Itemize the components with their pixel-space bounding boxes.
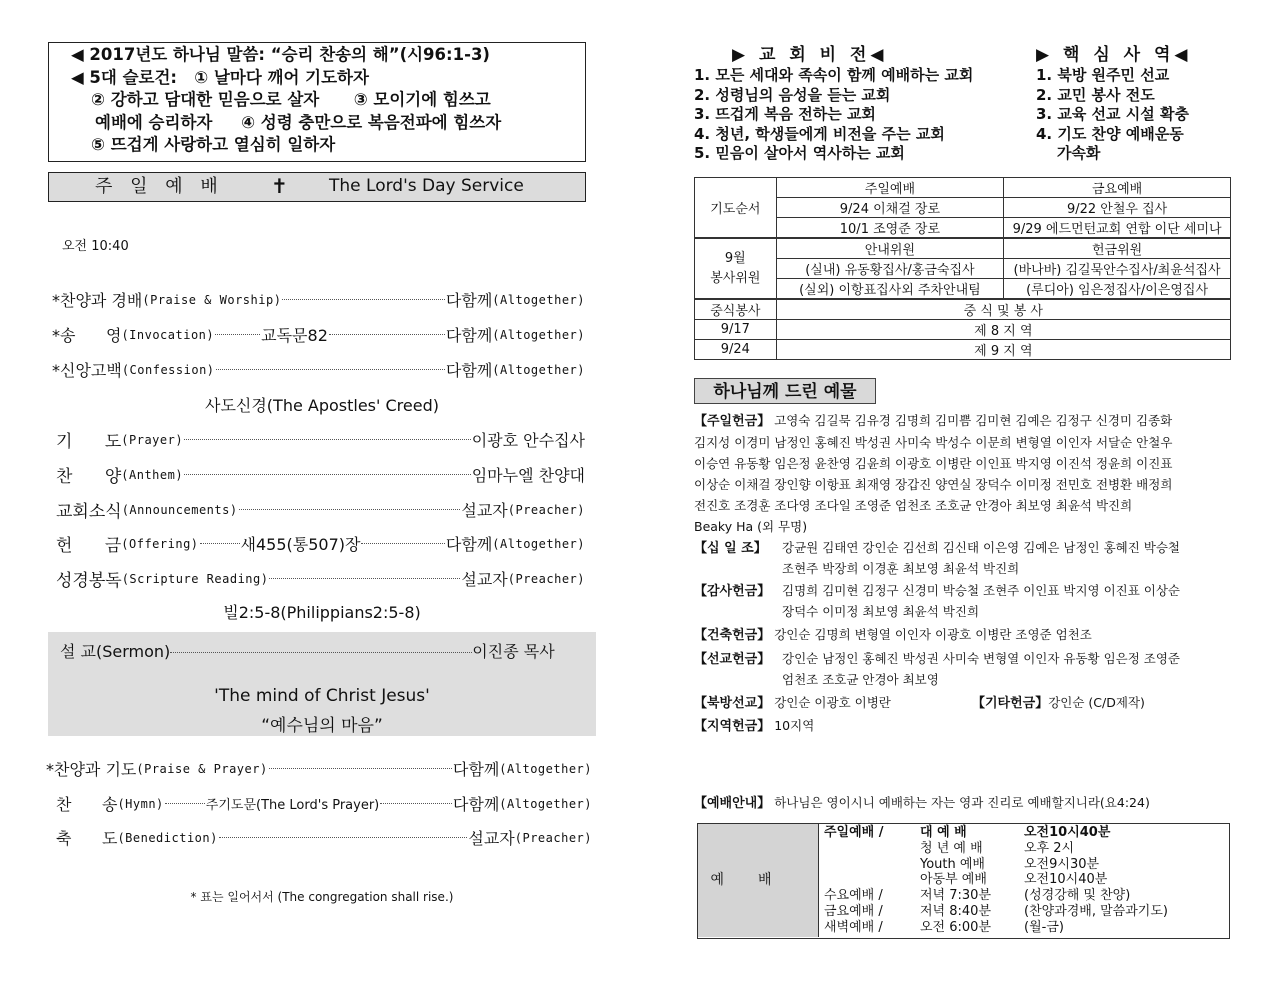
worship-guide-line	[694, 792, 1150, 814]
order-item	[46, 757, 592, 780]
worship-line-a: 주일예배 /	[824, 825, 884, 840]
lunch-service-label: 중식봉사	[695, 299, 777, 320]
order-item-english: (Scripture Reading)	[121, 571, 269, 586]
worship-line-c: (성경강해 및 찬양)	[1024, 888, 1131, 904]
footnote: * 표는 일어서서 (The congregation shall rise.)	[190, 890, 454, 904]
worship-line-c: 오전9시30분	[1024, 856, 1100, 872]
order-item-label: 축 도	[56, 829, 118, 848]
order-item-english: (Hymn)	[117, 796, 164, 811]
thanks-names: 장덕수 이미정 최보영 최윤석 박진희	[782, 604, 980, 619]
building-offering	[694, 624, 1092, 646]
mission-names: 엄천조 조호균 안경아 최보영	[782, 672, 939, 687]
order-item-english: (Anthem)	[121, 467, 184, 482]
order-item	[56, 497, 585, 522]
worship-line-b: 청 년 예 배	[920, 840, 983, 856]
order-item-label: 기 도	[56, 432, 122, 452]
core-item: 3. 교육 선교 시설 확충	[1036, 105, 1189, 123]
order-item	[56, 792, 592, 815]
order-item-detail: 주기도문(The Lord's Prayer)	[205, 798, 380, 813]
core-item: 가속화	[1036, 144, 1101, 162]
order-item-leader-english: (Altogether)	[492, 292, 585, 307]
worship-line-b: 저녁 7:30분	[920, 888, 991, 904]
order-item-leader: 이광호 안수집사	[471, 431, 585, 450]
order-item-english: (Confession)	[121, 362, 215, 377]
worship-line-b: 오전 6:00분	[920, 919, 991, 935]
order-item-label: *찬양과 경배	[52, 291, 143, 310]
sunday-offering-names: 이승연 유동황 임은정 윤찬영 김윤희 이광호 이병란 이인표 박지영 이진석 정윤희 이진표	[694, 456, 1173, 471]
sunday-offering	[694, 410, 1234, 537]
order-item-english: (Announcements)	[121, 502, 238, 517]
tithe-names: 강균원 김태연 강인순 김선희 김신태 이은영 김예은 남정인 홍혜진 박승철	[782, 540, 1181, 555]
tithe-names: 조현주 박장희 이경훈 최보영 최윤석 박진희	[782, 561, 1020, 576]
offering-committee-header: 헌금위원	[1004, 238, 1231, 259]
other-offering-label: 【기타헌금】	[972, 696, 1049, 711]
order-item-leader-english: (Altogether)	[492, 536, 585, 551]
order-item-english: (Benediction)	[117, 830, 218, 845]
sermon-title-kr: “예수님의 마음”	[261, 716, 383, 736]
order-item-label: *송 영	[52, 326, 122, 345]
north-mission-names: 강인순 이광호 이병란	[774, 695, 891, 710]
worship-line-b: 대 예 배	[920, 825, 967, 840]
lunch-date: 9/24	[695, 340, 777, 360]
worship-line-c: (월-금)	[1024, 919, 1064, 935]
order-item-leader: 설교자	[461, 570, 508, 589]
order-item-detail: 새455(통507)장	[240, 535, 361, 554]
service-title-kr: 주 일 예 배	[95, 176, 224, 197]
order-item-leader-english: (Preacher)	[514, 830, 592, 845]
order-item	[56, 531, 585, 556]
order-item-leader-english: (Preacher)	[507, 571, 585, 586]
worship-line-b: 아동부 예배	[920, 872, 987, 888]
sunday-prayer-2: 10/1 조영준 장로	[776, 218, 1003, 239]
order-item-leader-english: (Altogether)	[499, 796, 592, 811]
service-title-en: The Lord's Day Service	[329, 176, 524, 196]
order-item	[52, 358, 585, 381]
order-item	[56, 566, 585, 591]
order-item-label: *신앙고백	[52, 361, 122, 380]
cross-icon: ✝	[271, 174, 288, 198]
creed: 사도신경(The Apostles' Creed)	[204, 396, 439, 415]
worship-line-b: Youth 예배	[920, 856, 985, 872]
year-word: ◀ 2017년도 하나님 말씀: “승리 찬송의 해”(시96:1-3)	[71, 45, 490, 64]
sermon-box	[48, 632, 596, 736]
core-item: 1. 북방 원주민 선교	[1036, 66, 1170, 84]
slogan-1: ① 날마다 깨어 기도하자	[194, 67, 369, 87]
lunch-region: 제 8 지 역	[776, 320, 1230, 340]
tithe-label: 【십 일 조】	[694, 541, 767, 556]
lords-day-banner	[48, 172, 586, 202]
order-item-english: (Offering)	[121, 536, 199, 551]
tithe-offering	[694, 537, 1181, 576]
core-list	[1036, 66, 1189, 164]
sunday-offering-names: 고영숙 김길묵 김유경 김명희 김미쁨 김미현 김예은 김정구 신경미 김종화	[774, 413, 1173, 428]
order-item-leader-english: (Altogether)	[499, 761, 592, 776]
mission-label: 【선교헌금】	[694, 652, 771, 667]
order-item	[56, 826, 592, 849]
sermon-preacher: 이진종 목사	[472, 642, 555, 661]
thanks-offering	[694, 580, 1181, 619]
order-item-english: (Praise & Worship)	[142, 292, 282, 307]
order-item-leader: 다함께	[452, 760, 500, 779]
worship-line-b: 저녁 8:40분	[920, 904, 991, 919]
sunday-offering-names: 이상순 이채걸 장인향 이항표 최재영 장갑진 양연실 장덕수 이미정 전민호 전병환 배정희	[694, 477, 1173, 492]
order-item-label: 성경봉독	[56, 571, 122, 591]
order-item-leader: 임마누엘 찬양대	[471, 466, 585, 485]
core-item: 2. 교민 봉사 전도	[1036, 85, 1155, 104]
vision-item: 1. 모든 세대와 족속이 함께 예배하는 교회	[694, 66, 974, 84]
friday-header: 금요예배	[1004, 178, 1231, 198]
order-item-label: 교회소식	[56, 502, 122, 522]
worship-box-label: 예배	[698, 824, 819, 937]
worship-line-c: (찬양과경배, 말씀과기도)	[1024, 904, 1168, 919]
order-item-english: (Prayer)	[121, 432, 184, 447]
order-item	[52, 288, 585, 311]
mission-offering	[694, 648, 1181, 687]
core-item: 4. 기도 찬양 예배운동	[1036, 124, 1184, 143]
north-mission-label: 【북방선교】	[694, 696, 771, 711]
vision-list	[694, 66, 973, 164]
sermon-title-en: 'The mind of Christ Jesus'	[214, 686, 430, 706]
order-item-leader: 설교자	[468, 829, 515, 848]
slogan-2: ② 강하고 담대한 믿음으로 살자	[91, 90, 320, 109]
order-item-leader: 설교자	[461, 501, 508, 520]
sermon-label: 설 교(Sermon)	[60, 642, 171, 661]
worship-schedule-box	[697, 823, 1230, 939]
prayer-order-label: 기도순서	[695, 178, 777, 239]
friday-prayer-1: 9/22 안철우 집사	[1004, 198, 1231, 218]
order-item-label: 찬 양	[56, 467, 122, 487]
region-offering-label: 【지역헌금】	[694, 719, 771, 734]
lunch-region: 제 9 지 역	[776, 340, 1230, 360]
worship-line-c: 오전10시40분	[1024, 872, 1108, 888]
other-offering	[972, 692, 1145, 714]
sunday-offering-names: 김지성 이경미 남정인 홍혜진 박성권 사미숙 박성수 이문희 변형열 이인자 서달순 안철우	[694, 435, 1173, 450]
building-label: 【건축헌금】	[694, 628, 771, 643]
worship-line-a: 새벽예배 /	[824, 919, 883, 935]
building-names: 강인순 김명희 변형열 이인자 이광호 이병란 조영준 엄천조	[774, 627, 1092, 642]
sunday-offering-names: Beaky Ha (외 무명)	[694, 519, 808, 534]
usher-outdoor: (실외) 이항표집사외 주차안내팀	[776, 279, 1003, 300]
slogan-5: ⑤ 뜨겁게 사랑하고 열심히 일하자	[91, 135, 336, 154]
slogan-4: ④ 성령 충만으로 복음전파에 힘쓰자	[241, 112, 502, 132]
core-title: ▶ 핵 심 사 역◀	[1036, 45, 1192, 65]
thanks-names: 김명희 김미현 김정구 신경미 박승철 조현주 이인표 박지영 이진표 이상순	[782, 583, 1181, 598]
usher-indoor: (실내) 유동황집사/홍금숙집사	[776, 259, 1003, 279]
offering-committee-2: (루디아) 임은정집사/이은영집사	[1004, 279, 1231, 300]
usher-header: 안내위원	[776, 238, 1003, 259]
order-item-leader-english: (Altogether)	[492, 362, 585, 377]
slogan-3b: 예배에 승리하자	[95, 112, 213, 132]
order-item-english: (Praise & Prayer)	[136, 761, 268, 776]
vision-item: 2. 성령님의 음성을 듣는 교회	[694, 85, 891, 104]
worship-guide-label: 【예배안내】	[694, 796, 771, 811]
slogan-box	[48, 42, 586, 162]
slogan-title: ◀ 5대 슬로건:	[71, 67, 178, 87]
lunch-header: 중 식 및 봉 사	[776, 299, 1230, 320]
worship-line-c: 오전10시40분	[1024, 825, 1111, 840]
lunch-date: 9/17	[695, 320, 777, 340]
schedule-table	[694, 177, 1231, 360]
worship-line-a: 금요예배 /	[824, 904, 883, 919]
order-item-leader-english: (Preacher)	[507, 502, 585, 517]
friday-prayer-2: 9/29 에드먼턴교회 연합 이단 세미나	[1004, 218, 1231, 239]
order-item-leader: 다함께	[445, 291, 493, 310]
vision-item: 4. 청년, 학생들에게 비전을 주는 교회	[694, 124, 945, 143]
worship-line-a: 수요예배 /	[824, 888, 883, 904]
order-item-label: 헌 금	[56, 536, 122, 556]
order-item-label: 찬 송	[56, 795, 118, 814]
order-item-leader: 다함께	[445, 535, 493, 554]
order-item-english: (Invocation)	[121, 327, 215, 342]
service-time: 오전 10:40	[62, 239, 129, 254]
order-item-leader: 다함께	[445, 361, 493, 380]
mission-names: 강인순 남정인 홍혜진 박성권 사미숙 변형열 이인자 유동황 임은정 조영준	[782, 651, 1181, 666]
vision-item: 3. 뜨겁게 복음 전하는 교회	[694, 105, 876, 123]
sunday-offering-names: 전진호 조경훈 조다영 조다일 조영준 엄천조 조호균 안경아 최보영 최윤석 박진희	[694, 498, 1133, 513]
order-item-leader-english: (Altogether)	[492, 327, 585, 342]
offering-title: 하나님께 드린 예물	[694, 378, 876, 404]
sunday-offering-label: 【주일헌금】	[694, 414, 771, 429]
order-item-detail: 교독문82	[261, 326, 328, 345]
sunday-header: 주일예배	[776, 178, 1003, 198]
offering-committee-1: (바나바) 김길묵안수집사/최윤석집사	[1004, 259, 1231, 279]
order-item-label: *찬양과 기도	[46, 760, 137, 779]
service-committee-label: 봉사위원	[710, 270, 761, 286]
month-label: 9월	[724, 250, 746, 266]
order-item	[52, 323, 585, 346]
worship-guide-verse: 하나님은 영이시니 예배하는 자는 영과 진리로 예배할지니라(요4:24)	[774, 795, 1150, 810]
vision-item: 5. 믿음이 살아서 역사하는 교회	[694, 144, 905, 162]
order-item	[56, 427, 585, 452]
order-item-leader: 다함께	[452, 795, 500, 814]
order-item-leader: 다함께	[445, 326, 493, 345]
sunday-prayer-1: 9/24 이채걸 장로	[776, 198, 1003, 218]
other-offering-names: 강인순 (C/D제작)	[1048, 695, 1145, 710]
worship-line-c: 오후 2시	[1024, 840, 1075, 856]
north-mission-offering	[694, 692, 891, 714]
region-offering-names: 10지역	[774, 718, 815, 733]
scripture-ref: 빌2:5-8(Philippians2:5-8)	[223, 603, 421, 622]
vision-title: ▶ 교 회 비 전◀	[732, 45, 888, 65]
region-offering	[694, 715, 814, 737]
order-item	[56, 462, 585, 487]
thanks-label: 【감사헌금】	[694, 584, 771, 599]
slogan-3: ③ 모이기에 힘쓰고	[353, 90, 491, 109]
